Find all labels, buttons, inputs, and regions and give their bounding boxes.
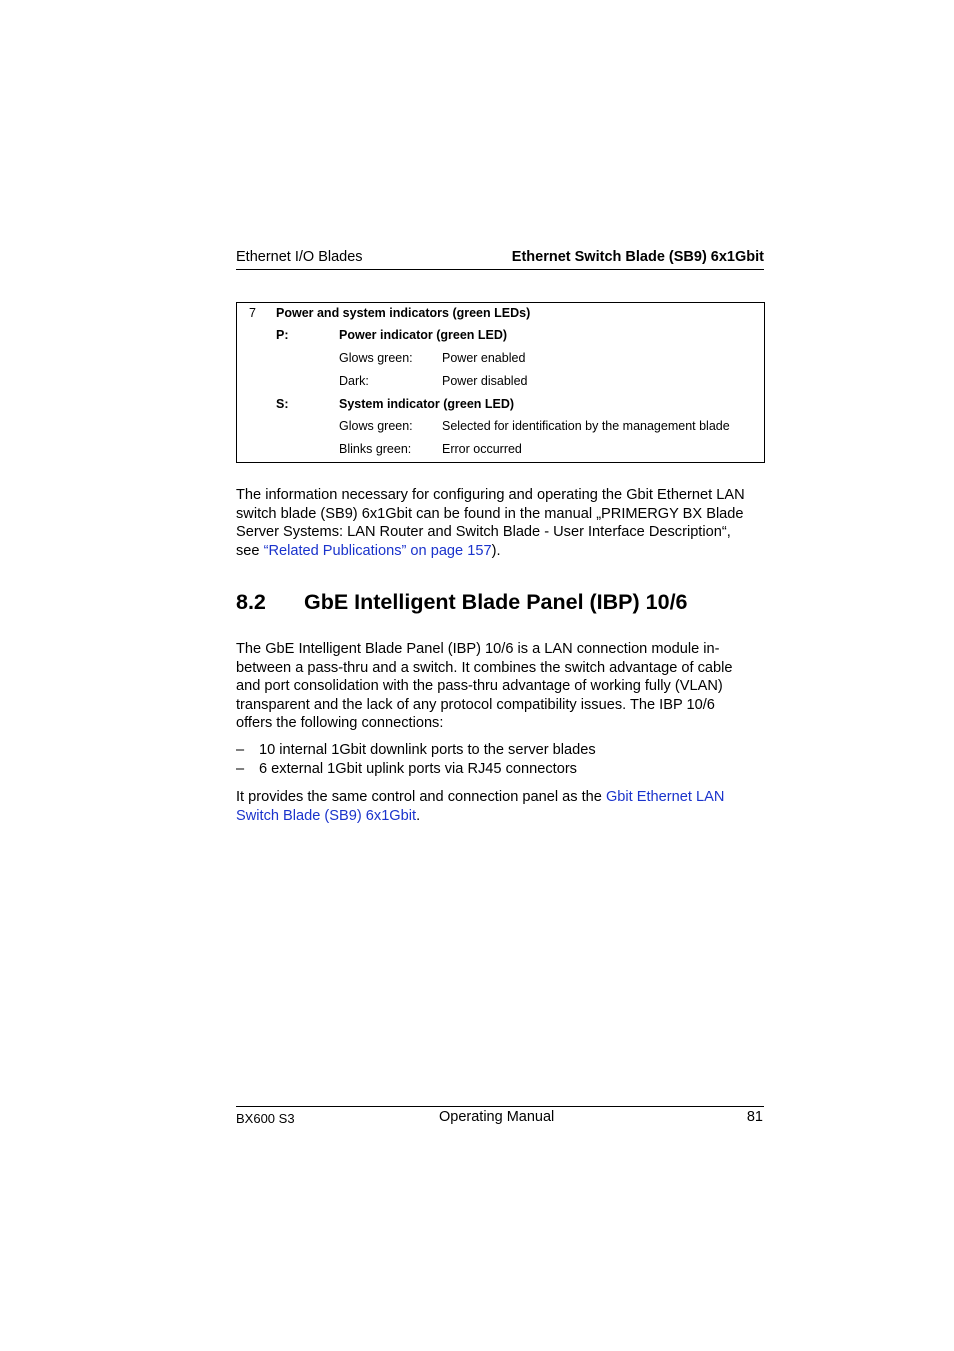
body-line: The GbE Intelligent Blade Panel (IBP) 10/6 is a LAN connection module in- — [236, 641, 720, 657]
list-bullet: – — [236, 742, 245, 758]
section-title: GbE Intelligent Blade Panel (IBP) 10/6 — [304, 590, 688, 614]
table-group-key: P: — [276, 328, 289, 342]
body-line: between a pass-thru and a switch. It combines the switch advantage of cable — [236, 659, 733, 676]
related-publications-link[interactable]: “Related Publications” on page 157 — [263, 542, 492, 559]
section-heading — [236, 590, 688, 615]
table-group-key: S: — [276, 397, 289, 411]
running-header-chapter: Ethernet I/O Blades — [236, 249, 363, 265]
intro-line — [236, 542, 764, 561]
body-line: offers the following connections: — [236, 715, 444, 732]
table-row-state: Glows green: — [339, 351, 413, 365]
table-row-meaning: Selected for identification by the management blade — [442, 419, 730, 433]
table-row-state: Glows green: — [339, 419, 413, 433]
intro-text: see — [236, 542, 264, 559]
intro-line: switch blade (SB9) 6x1Gbit can be found in the manual „PRIMERGY BX Blade — [236, 505, 744, 522]
table-row-state: Blinks green: — [339, 442, 412, 456]
body-line: transparent and the lack of any protocol compatibility issues. The IBP 10/6 — [236, 696, 715, 713]
running-header-section: Ethernet Switch Blade (SB9) 6x1Gbit — [511, 249, 764, 265]
list-item-text: 10 internal 1Gbit downlink ports to the server blades — [259, 742, 596, 758]
gbit-switch-blade-link[interactable]: Gbit Ethernet LAN — [605, 789, 725, 805]
list-item — [236, 742, 596, 758]
footer-manual-title: Operating Manual — [439, 1109, 555, 1125]
table-group-title: Power indicator (green LED) — [339, 328, 508, 342]
table-item-title: Power and system indicators (green LEDs) — [276, 306, 531, 320]
list-item — [236, 761, 577, 777]
footer-divider — [236, 1106, 764, 1107]
list-bullet: – — [236, 761, 245, 777]
closing-line — [236, 807, 764, 826]
closing-text: It provides the same control and connection panel as the — [236, 789, 606, 805]
table-group-title: System indicator (green LED) — [339, 397, 515, 411]
intro-line: Server Systems: LAN Router and Switch Blade - User Interface Description“, — [236, 524, 731, 541]
intro-line: The information necessary for configuring and operating the Gbit Ethernet LAN — [236, 487, 745, 503]
intro-paragraph — [236, 486, 764, 560]
table-row-meaning: Power disabled — [442, 374, 528, 388]
table-row-state: Dark: — [339, 374, 369, 388]
header-divider — [236, 269, 764, 270]
table-row-meaning: Power enabled — [442, 351, 526, 365]
closing-paragraph — [236, 788, 764, 825]
table-row-meaning: Error occurred — [442, 442, 522, 456]
footer-product: BX600 S3 — [236, 1111, 295, 1126]
gbit-switch-blade-link[interactable]: Switch Blade (SB9) 6x1Gbit — [236, 807, 417, 824]
list-item-text: 6 external 1Gbit uplink ports via RJ45 connectors — [259, 761, 577, 777]
body-paragraph — [236, 640, 764, 733]
table-item-number: 7 — [249, 306, 256, 320]
intro-text: ). — [491, 542, 501, 559]
section-number: 8.2 — [236, 590, 266, 614]
body-line: and port consolidation with the pass-thru advantage of working fully (VLAN) — [236, 678, 723, 695]
closing-line — [236, 788, 764, 807]
page-number: 81 — [746, 1109, 763, 1125]
closing-text: . — [416, 807, 421, 824]
